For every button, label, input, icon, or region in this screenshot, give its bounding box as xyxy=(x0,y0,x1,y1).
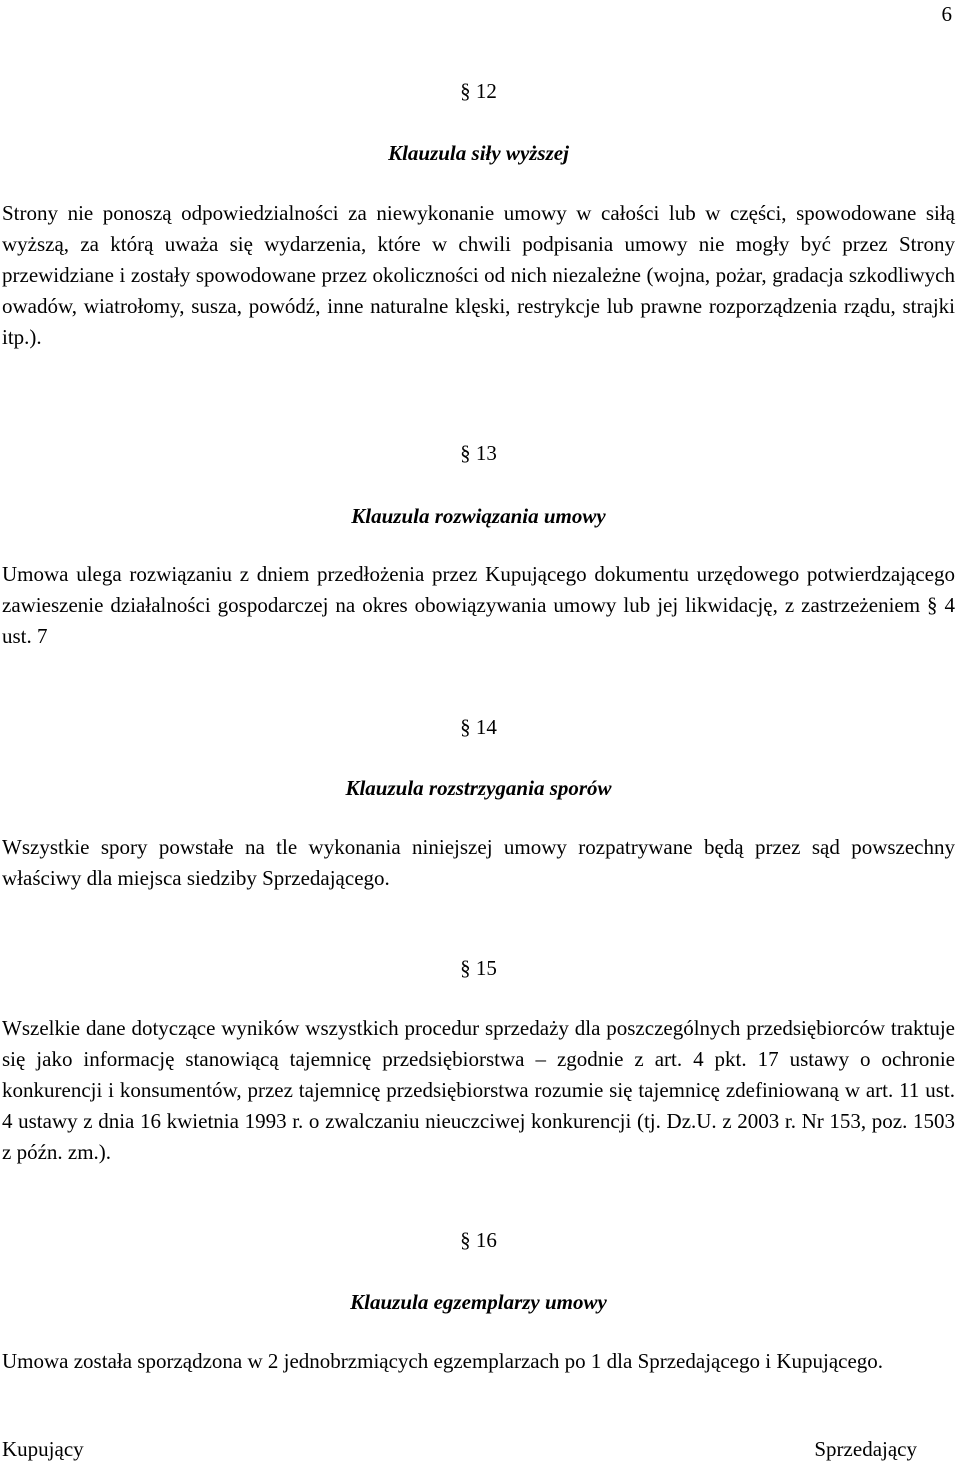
section-mark: § 15 xyxy=(460,956,497,980)
section-mark: § 14 xyxy=(460,715,497,739)
section-paragraph: Wszelkie dane dotyczące wyników wszystkich procedur sprzedaży dla poszczególnych przedsiębiorców traktuje się jako informację stanowiącą tajemnicę przedsiębiorstwa – zgodnie z art. 4 pkt. 17 ustawy o ochronie konkurencji i konsumentów, przez tajemnicę przedsiębiorstwa rozumie się tajemnicę zdefiniowaną w art. 11 ust. 4 ustawy z dnia 16 kwietnia 1993 r. o zwalczaniu nieuczciwej konkurencji (tj. Dz.U. z 2003 r. Nr 153, poz. 1503 z późn. zm.). xyxy=(2,1016,955,1164)
signatures xyxy=(2,1437,917,1462)
seller-signature-label: Sprzedający xyxy=(814,1437,917,1461)
section-paragraph: Wszystkie spory powstałe na tle wykonania niniejszej umowy rozpatrywane będą przez sąd powszechny właściwy dla miejsca siedziby Sprzedającego. xyxy=(2,835,955,890)
section-12 xyxy=(2,77,955,105)
section-13 xyxy=(2,439,955,467)
section-14 xyxy=(2,713,955,741)
page-number: 6 xyxy=(941,2,952,26)
section-paragraph: Strony nie ponoszą odpowiedzialności za niewykonanie umowy w całości lub w części, spowodowane siłą wyższą, za którą uważa się wydarzenia, które w chwili podpisania umowy nie mogły być przez Strony przewidziane i zostały spowodowane przez okoliczności od nich niezależne (wojna, pożar, gradacja szkodliwych owadów, wiatrołomy, susza, powódź, inne naturalne klęski, restrykcje lub prawne rozporządzenia rządu, strajki itp.). xyxy=(2,201,955,349)
section-title: Klauzula rozstrzygania sporów xyxy=(345,776,612,800)
section-12-heading xyxy=(2,139,955,167)
section-paragraph: Umowa ulega rozwiązaniu z dniem przedłożenia przez Kupującego dokumentu urzędowego potwierdzającego zawieszenie działalności gospodarczej na okres obowiązywania umowy lub jej likwidację, z zastrzeżeniem § 4 ust. 7 xyxy=(2,562,955,648)
section-title: Klauzula rozwiązania umowy xyxy=(351,504,606,528)
section-14-heading xyxy=(2,774,955,802)
section-mark: § 12 xyxy=(460,79,497,103)
section-mark: § 13 xyxy=(460,441,497,465)
section-title: Klauzula siły wyższej xyxy=(388,141,569,165)
buyer-signature-label: Kupujący xyxy=(2,1437,84,1461)
section-title: Klauzula egzemplarzy umowy xyxy=(350,1290,607,1314)
section-13-heading xyxy=(2,502,955,530)
section-16 xyxy=(2,1226,955,1254)
section-15 xyxy=(2,954,955,982)
section-paragraph: Umowa została sporządzona w 2 jednobrzmiących egzemplarzach po 1 dla Sprzedającego i Kupującego. xyxy=(2,1349,884,1373)
section-mark: § 16 xyxy=(460,1228,497,1252)
section-16-heading xyxy=(2,1288,955,1316)
